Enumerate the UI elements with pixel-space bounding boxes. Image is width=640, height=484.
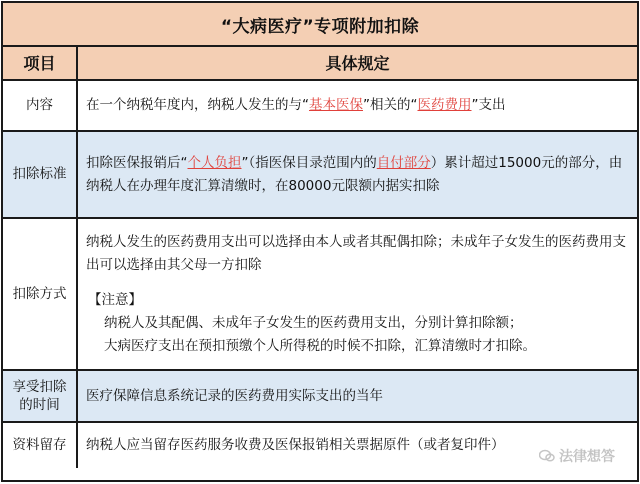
row-label-time-line2: 的时间 <box>19 397 60 413</box>
records-text: 纳税人应当留存医药服务收费及医保报销相关票据原件（或者复印件） <box>86 437 505 453</box>
table-title: “大病医疗”专项附加扣除 <box>3 3 637 47</box>
text-run: ”支出 <box>471 97 506 113</box>
text-run: ”相关的“ <box>363 97 418 113</box>
standard-text <box>86 152 629 198</box>
row-content-standard <box>78 132 637 219</box>
row-content-content <box>78 81 637 132</box>
note-title: 【注意】 <box>88 291 142 308</box>
watermark-text: 法律想答 <box>559 449 615 465</box>
note-item: 纳税人及其配偶、未成年子女发生的医药费用支出，分别计算扣除额； <box>104 314 523 331</box>
header-rule: 具体规定 <box>78 47 637 81</box>
text-run: 扣除医保报销后“ <box>86 154 188 171</box>
row-content-time <box>78 371 637 423</box>
row-label-content: 内容 <box>3 81 78 132</box>
highlighted-term: 基本医保 <box>309 97 363 113</box>
deduction-table <box>1 1 639 482</box>
watermark <box>539 446 615 466</box>
table-grid <box>3 47 637 468</box>
text-run: ）累计超过15000元的部分，由纳税人在办理年度汇算清缴时，在80000元限额内据实扣除 <box>86 154 623 194</box>
time-text: 医疗保障信息系统记录的医药费用实际支出的当年 <box>86 387 383 404</box>
row-label-records: 资料留存 <box>3 423 78 468</box>
row-label-time-line1: 享受扣除 <box>12 379 67 395</box>
row-label-time <box>3 371 78 423</box>
content-text <box>86 94 629 117</box>
text-run: ”（指医保目录范围内的 <box>241 154 377 171</box>
highlighted-term: 自付部分 <box>376 154 431 171</box>
highlighted-term: 个人负担 <box>187 154 242 171</box>
header-item: 项目 <box>3 47 78 81</box>
chat-bubble-icon <box>539 449 555 463</box>
highlighted-term: 医药费用 <box>417 97 472 113</box>
row-label-method: 扣除方式 <box>3 219 78 371</box>
row-content-method <box>78 219 637 371</box>
note-item: 大病医疗支出在预扣预缴个人所得税的时候不扣除，汇算清缴时才扣除。 <box>104 337 536 354</box>
row-label-standard: 扣除标准 <box>3 132 78 219</box>
text-run: 在一个纳税年度内，纳税人发生的与“ <box>86 97 309 113</box>
method-intro: 纳税人发生的医药费用支出可以选择由本人或者其配偶扣除；未成年子女发生的医药费用支出可以选择由其父母一方扣除 <box>86 233 626 273</box>
